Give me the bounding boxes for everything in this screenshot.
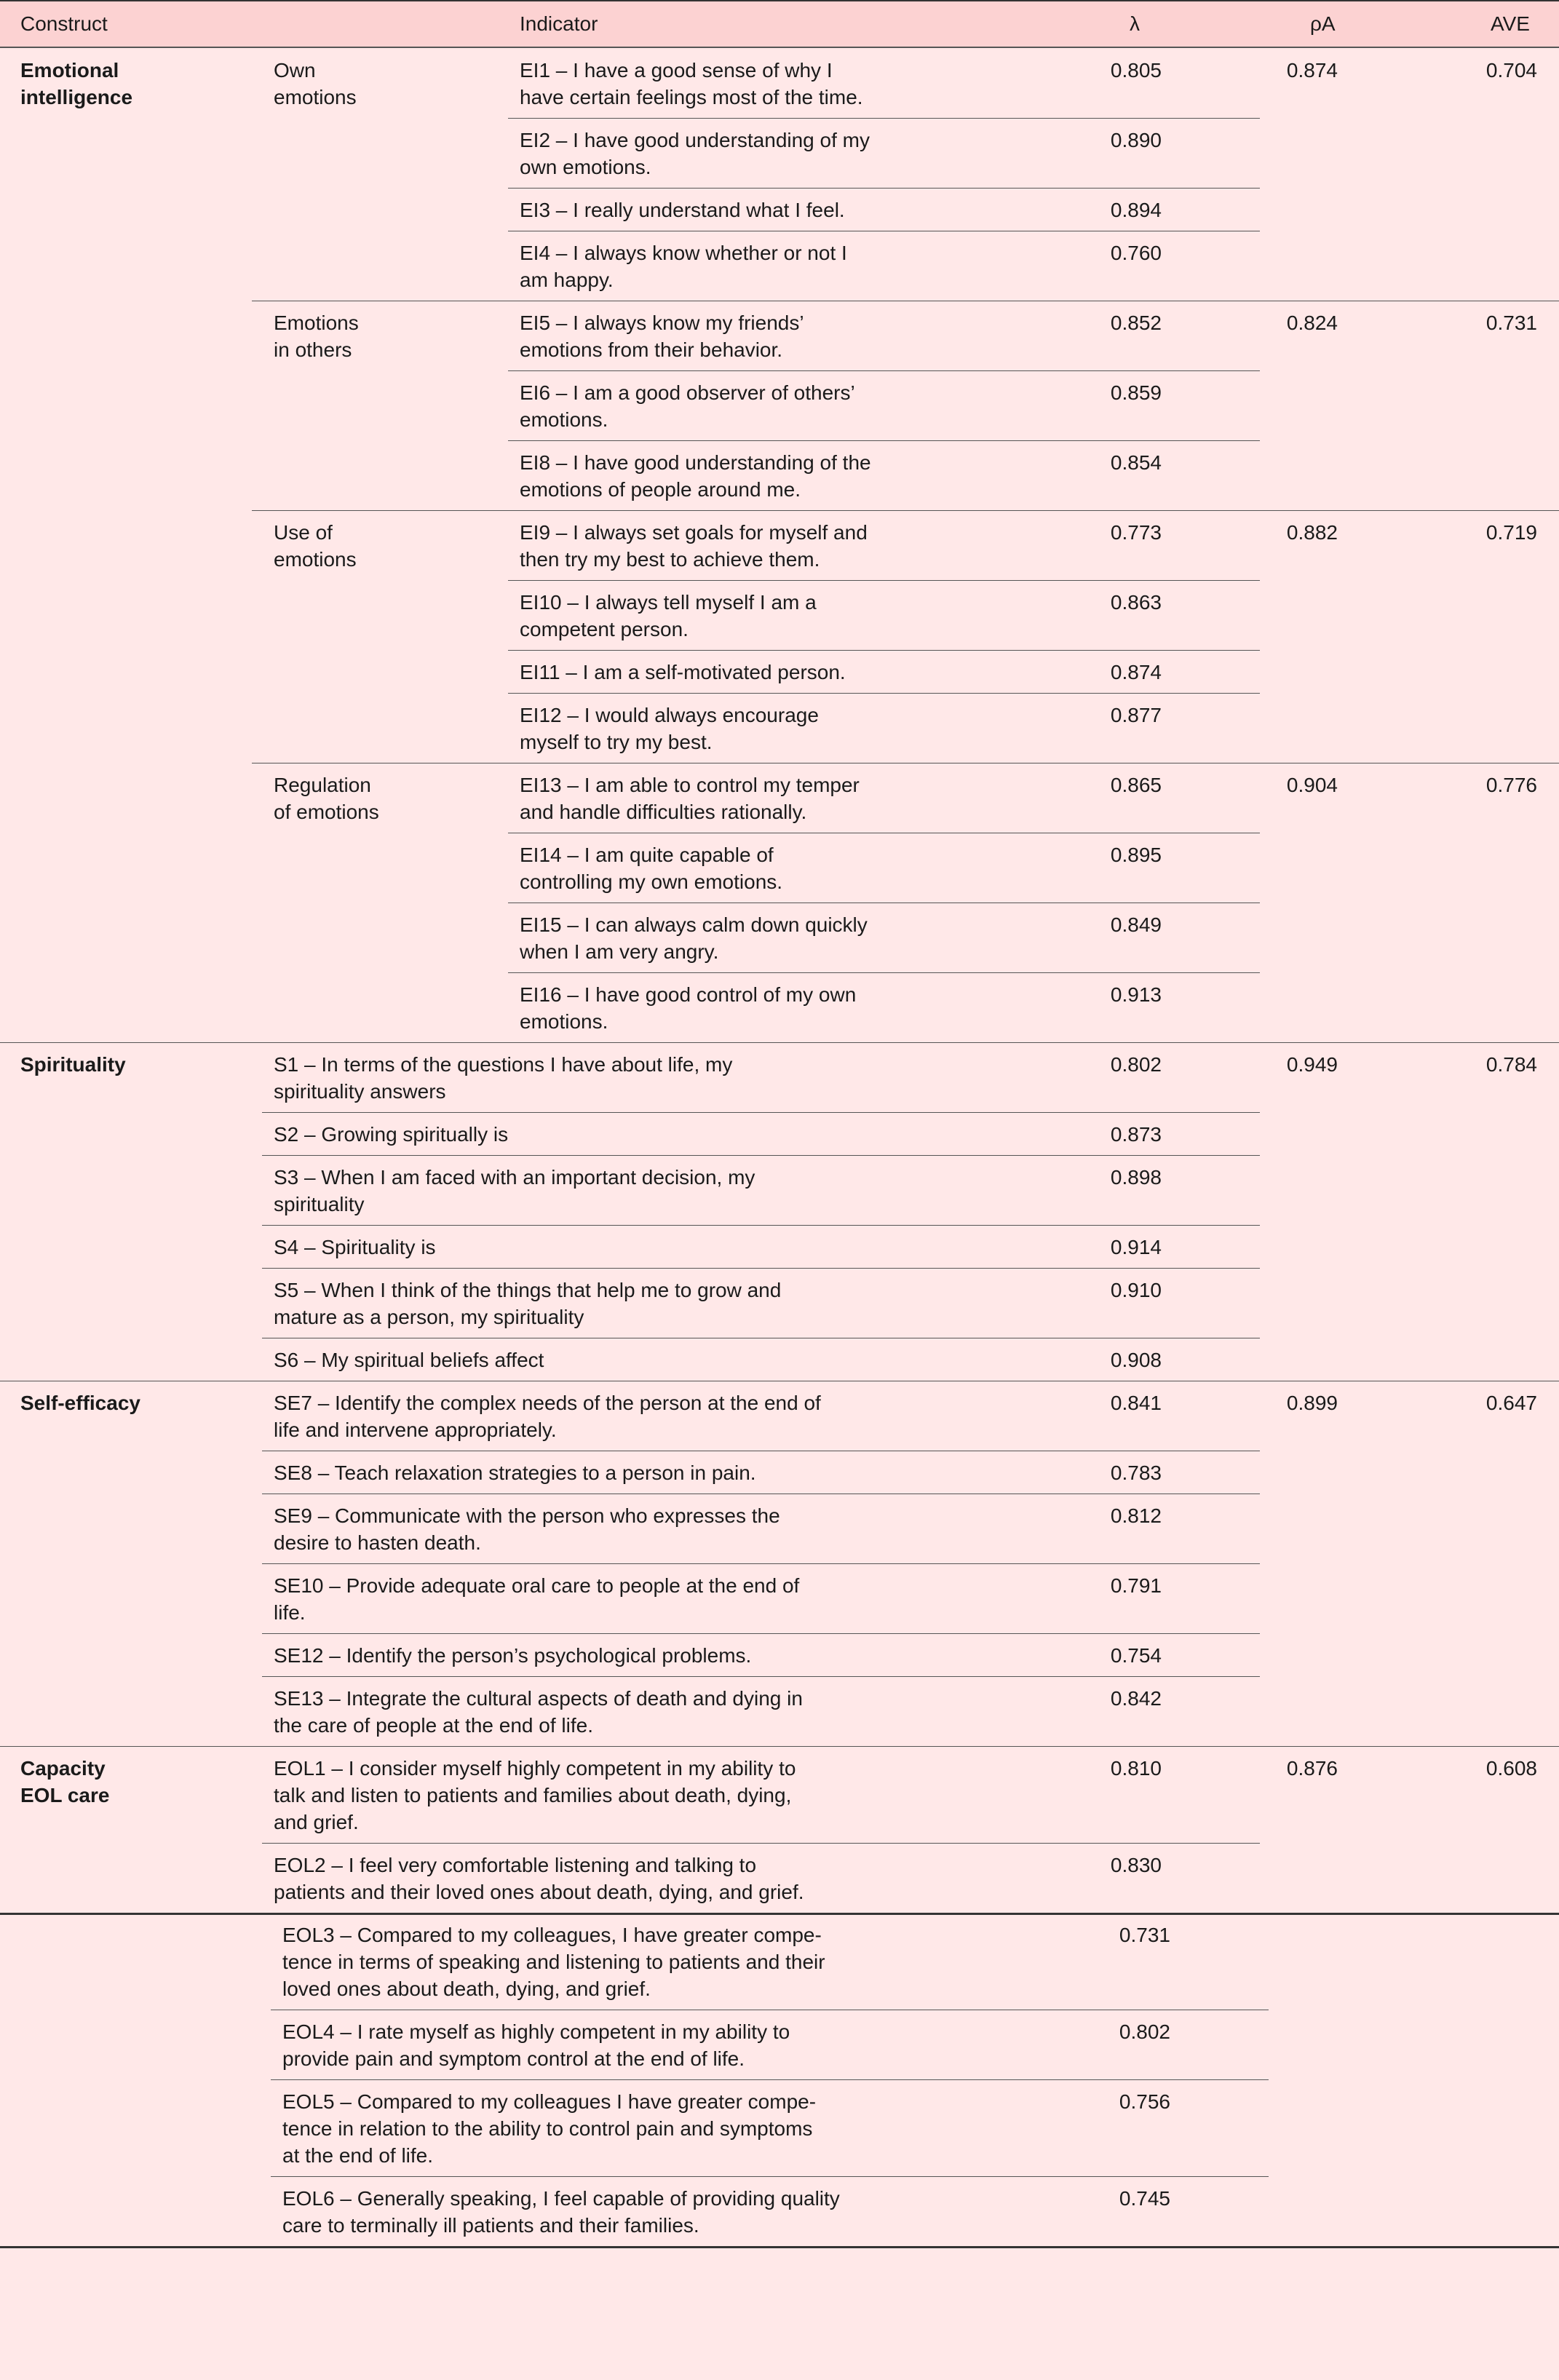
indicator-text: SE7 – Identify the complex needs of the person at the end of <box>274 1392 821 1414</box>
header-lambda: λ <box>1130 12 1140 35</box>
construct-divider <box>0 1042 1559 1043</box>
indicator-text: EI5 – I always know my friends’ <box>520 312 804 334</box>
indicator-text: am happy. <box>520 269 614 291</box>
lambda-value: 0.849 <box>1110 913 1162 936</box>
indicator-text: life. <box>274 1601 306 1624</box>
indicator-text: S5 – When I think of the things that help me to grow and <box>274 1279 782 1301</box>
lambda-value: 0.731 <box>1119 1924 1170 1946</box>
item-divider <box>508 972 1260 973</box>
indicator-text: EI13 – I am able to control my temper <box>520 774 860 796</box>
indicator-text: SE9 – Communicate with the person who expresses the <box>274 1504 780 1527</box>
lambda-value: 0.783 <box>1110 1461 1162 1484</box>
item-divider <box>508 370 1260 371</box>
lambda-value: 0.760 <box>1110 242 1162 264</box>
ave-value: 0.784 <box>1485 1053 1537 1076</box>
top-rule <box>0 0 1559 1</box>
subconstruct-label: Emotions <box>274 312 359 334</box>
item-divider <box>262 1676 1260 1677</box>
bottom-rule <box>0 2246 1559 2248</box>
indicator-text: emotions. <box>520 1010 608 1033</box>
item-divider <box>508 440 1260 441</box>
indicator-text: myself to try my best. <box>520 731 713 753</box>
indicator-text: emotions of people around me. <box>520 478 801 501</box>
indicator-text: emotions from their behavior. <box>520 338 783 361</box>
item-divider <box>508 650 1260 651</box>
lambda-value: 0.877 <box>1110 704 1162 726</box>
indicator-text: own emotions. <box>520 156 651 178</box>
header-rule <box>0 47 1559 48</box>
indicator-text: at the end of life. <box>282 2144 434 2167</box>
subconstruct-label: Own <box>274 59 316 82</box>
item-divider <box>262 1633 1260 1634</box>
ave-value: 0.608 <box>1485 1757 1537 1780</box>
indicator-text: EI11 – I am a self-motivated person. <box>520 661 846 683</box>
lambda-value: 0.842 <box>1110 1687 1162 1710</box>
subconstruct-divider <box>252 510 1559 511</box>
rho-value: 0.904 <box>1286 774 1338 796</box>
indicator-text: spirituality <box>274 1193 365 1215</box>
indicator-text: EI4 – I always know whether or not I <box>520 242 847 264</box>
lambda-value: 0.854 <box>1110 451 1162 474</box>
item-divider <box>262 1268 1260 1269</box>
subconstruct-label: emotions <box>274 548 357 571</box>
indicator-text: and handle difficulties rationally. <box>520 801 807 823</box>
item-divider <box>508 580 1260 581</box>
page-break-rule <box>0 1913 1559 1915</box>
lambda-value: 0.863 <box>1110 591 1162 614</box>
rho-value: 0.949 <box>1286 1053 1338 1076</box>
subconstruct-label: in others <box>274 338 352 361</box>
lambda-value: 0.773 <box>1110 521 1162 544</box>
lambda-value: 0.913 <box>1110 983 1162 1006</box>
indicator-text: S2 – Growing spiritually is <box>274 1123 509 1146</box>
lambda-value: 0.805 <box>1110 59 1162 82</box>
construct-label: Emotional <box>20 59 119 82</box>
indicator-text: care to terminally ill patients and their families. <box>282 2214 699 2237</box>
indicator-text: EI2 – I have good understanding of my <box>520 129 870 151</box>
indicator-text: SE8 – Teach relaxation strategies to a person in pain. <box>274 1461 756 1484</box>
item-divider <box>262 1843 1260 1844</box>
lambda-value: 0.745 <box>1119 2187 1170 2210</box>
lambda-value: 0.841 <box>1110 1392 1162 1414</box>
header-ave: AVE <box>1491 12 1530 35</box>
construct-label: Self-efficacy <box>20 1392 140 1414</box>
lambda-value: 0.754 <box>1110 1644 1162 1667</box>
lambda-value: 0.895 <box>1110 844 1162 866</box>
rho-value: 0.876 <box>1286 1757 1338 1780</box>
item-divider <box>262 1155 1260 1156</box>
rho-value: 0.899 <box>1286 1392 1338 1414</box>
ave-value: 0.647 <box>1485 1392 1537 1414</box>
indicator-text: emotions. <box>520 408 608 431</box>
lambda-value: 0.914 <box>1110 1236 1162 1258</box>
indicator-text: EI15 – I can always calm down quickly <box>520 913 868 936</box>
indicator-text: spirituality answers <box>274 1080 446 1103</box>
lambda-value: 0.873 <box>1110 1123 1162 1146</box>
construct-label: Spirituality <box>20 1053 126 1076</box>
lambda-value: 0.865 <box>1110 774 1162 796</box>
indicator-text: EI10 – I always tell myself I am a <box>520 591 817 614</box>
construct-label: Capacity <box>20 1757 106 1780</box>
indicator-text: EI8 – I have good understanding of the <box>520 451 871 474</box>
item-divider <box>508 693 1260 694</box>
lambda-value: 0.810 <box>1110 1757 1162 1780</box>
indicator-text: EI6 – I am a good observer of others’ <box>520 381 855 404</box>
item-divider <box>262 1563 1260 1564</box>
indicator-text: S4 – Spirituality is <box>274 1236 436 1258</box>
ave-value: 0.704 <box>1485 59 1537 82</box>
indicator-text: SE12 – Identify the person’s psychological problems. <box>274 1644 752 1667</box>
indicator-text: EI1 – I have a good sense of why I <box>520 59 833 82</box>
item-divider <box>271 2079 1269 2080</box>
construct-label: intelligence <box>20 86 133 108</box>
indicator-text: mature as a person, my spirituality <box>274 1306 584 1328</box>
ave-value: 0.776 <box>1485 774 1537 796</box>
lambda-value: 0.894 <box>1110 199 1162 221</box>
ave-value: 0.731 <box>1485 312 1537 334</box>
indicator-text: desire to hasten death. <box>274 1531 481 1554</box>
lambda-value: 0.852 <box>1110 312 1162 334</box>
indicator-text: S6 – My spiritual beliefs affect <box>274 1349 544 1371</box>
lambda-value: 0.756 <box>1119 2090 1170 2113</box>
indicator-text: controlling my own emotions. <box>520 870 783 893</box>
lambda-value: 0.890 <box>1110 129 1162 151</box>
lambda-value: 0.874 <box>1110 661 1162 683</box>
rho-value: 0.882 <box>1286 521 1338 544</box>
indicator-text: tence in terms of speaking and listening to patients and their <box>282 1951 825 1973</box>
indicator-text: SE13 – Integrate the cultural aspects of death and dying in <box>274 1687 803 1710</box>
indicator-text: EOL6 – Generally speaking, I feel capable of providing quality <box>282 2187 840 2210</box>
rho-value: 0.824 <box>1286 312 1338 334</box>
indicator-text: EI16 – I have good control of my own <box>520 983 857 1006</box>
indicator-text: EOL4 – I rate myself as highly competent in my ability to <box>282 2020 790 2043</box>
header-rho: ρA <box>1310 12 1336 35</box>
indicator-text: EI12 – I would always encourage <box>520 704 819 726</box>
lambda-value: 0.859 <box>1110 381 1162 404</box>
indicator-text: then try my best to achieve them. <box>520 548 820 571</box>
lambda-value: 0.812 <box>1110 1504 1162 1527</box>
rho-value: 0.874 <box>1286 59 1338 82</box>
ave-value: 0.719 <box>1485 521 1537 544</box>
construct-label: EOL care <box>20 1784 110 1806</box>
lambda-value: 0.830 <box>1110 1854 1162 1876</box>
lambda-value: 0.908 <box>1110 1349 1162 1371</box>
indicator-text: life and intervene appropriately. <box>274 1419 557 1441</box>
indicator-text: competent person. <box>520 618 689 640</box>
indicator-text: the care of people at the end of life. <box>274 1714 593 1737</box>
lambda-value: 0.802 <box>1119 2020 1170 2043</box>
lambda-value: 0.898 <box>1110 1166 1162 1189</box>
indicator-text: EI9 – I always set goals for myself and <box>520 521 868 544</box>
indicator-text: provide pain and symptom control at the end of life. <box>282 2047 745 2070</box>
lambda-value: 0.910 <box>1110 1279 1162 1301</box>
item-divider <box>508 118 1260 119</box>
header-construct: Construct <box>20 12 108 35</box>
indicator-text: and grief. <box>274 1811 359 1833</box>
indicator-text: when I am very angry. <box>520 940 719 963</box>
indicator-text: have certain feelings most of the time. <box>520 86 863 108</box>
header-indicator: Indicator <box>520 12 598 35</box>
subconstruct-label: of emotions <box>274 801 379 823</box>
subconstruct-label: emotions <box>274 86 357 108</box>
lambda-value: 0.802 <box>1110 1053 1162 1076</box>
indicator-text: patients and their loved ones about death, dying, and grief. <box>274 1881 804 1903</box>
item-divider <box>508 188 1260 189</box>
item-divider <box>271 2176 1269 2177</box>
indicator-text: tence in relation to the ability to control pain and symptoms <box>282 2117 813 2140</box>
item-divider <box>262 1225 1260 1226</box>
indicator-text: EOL1 – I consider myself highly competent in my ability to <box>274 1757 796 1780</box>
indicator-text: SE10 – Provide adequate oral care to people at the end of <box>274 1574 800 1597</box>
indicator-text: talk and listen to patients and families about death, dying, <box>274 1784 792 1806</box>
indicator-text: S3 – When I am faced with an important decision, my <box>274 1166 755 1189</box>
construct-divider <box>0 1746 1559 1747</box>
subconstruct-label: Regulation <box>274 774 371 796</box>
subconstruct-label: Use of <box>274 521 333 544</box>
indicator-text: EOL2 – I feel very comfortable listening and talking to <box>274 1854 757 1876</box>
lambda-value: 0.791 <box>1110 1574 1162 1597</box>
indicator-text: EOL5 – Compared to my colleagues I have greater compe- <box>282 2090 817 2113</box>
item-divider <box>262 1112 1260 1113</box>
indicator-text: EOL3 – Compared to my colleagues, I have greater compe- <box>282 1924 822 1946</box>
indicator-text: loved ones about death, dying, and grief. <box>282 1978 651 2000</box>
indicator-text: EI14 – I am quite capable of <box>520 844 774 866</box>
indicator-text: EI3 – I really understand what I feel. <box>520 199 845 221</box>
indicator-text: S1 – In terms of the questions I have about life, my <box>274 1053 733 1076</box>
